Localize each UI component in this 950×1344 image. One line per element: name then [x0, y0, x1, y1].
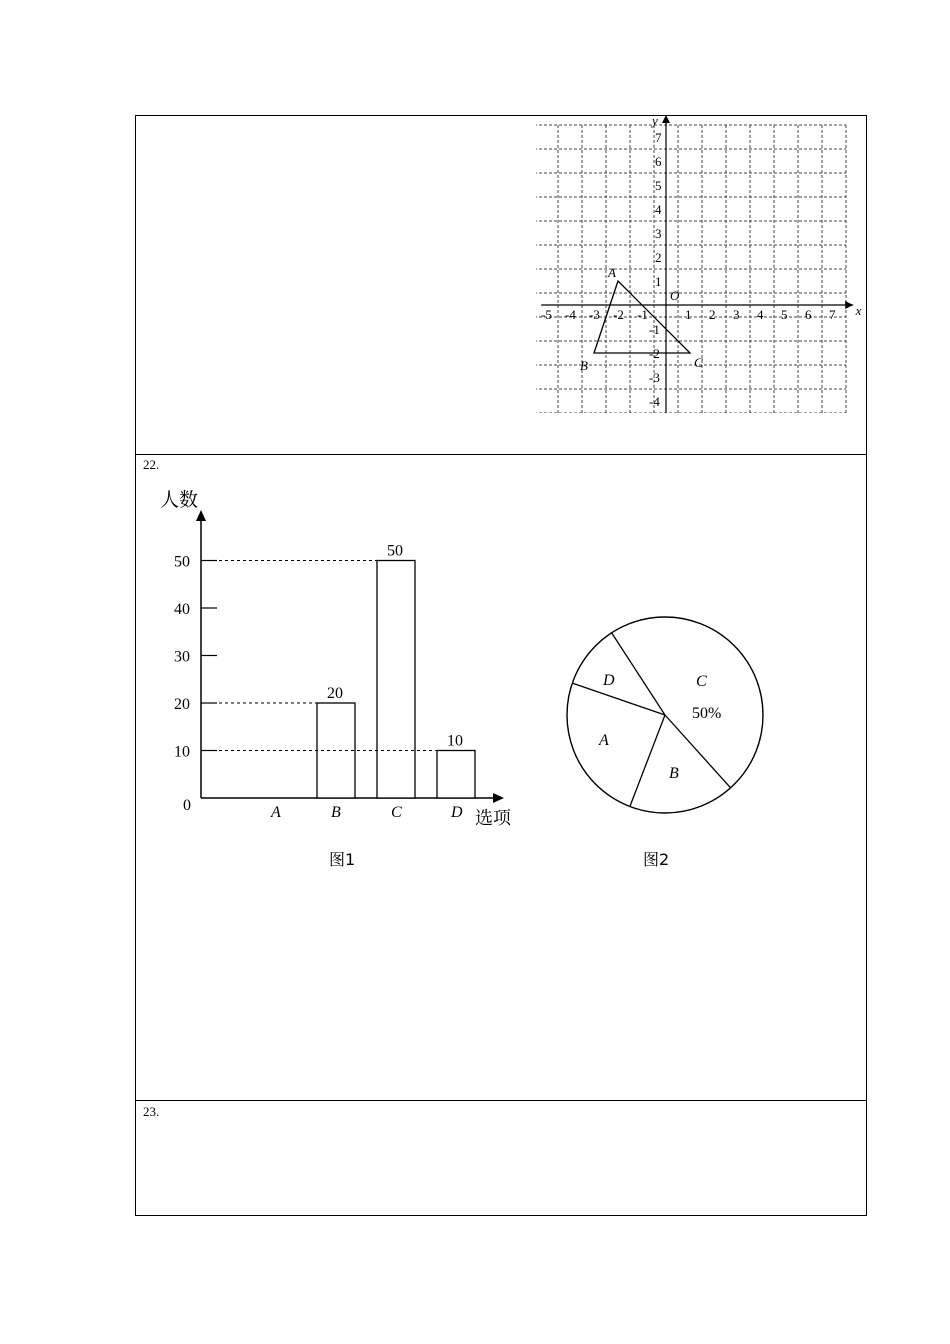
- y-tick-label: -4: [649, 394, 660, 409]
- y-tick-label: -3: [649, 370, 660, 385]
- y-tick-label: 40: [174, 601, 190, 618]
- x-tick-label: 7: [829, 307, 836, 322]
- question-22-number: 22.: [143, 457, 160, 472]
- point-label-a: A: [608, 265, 616, 280]
- x-tick-label: 1: [685, 307, 692, 322]
- x-tick-label: 4: [757, 307, 764, 322]
- x-tick-label-a: A: [271, 804, 281, 821]
- x-axis-arrow: [845, 301, 853, 309]
- pie-chart-caption: 图2: [643, 850, 670, 869]
- y-tick-label: 4: [655, 202, 662, 217]
- bar-c: [377, 561, 415, 799]
- bar-chart-caption: 图1: [329, 850, 356, 869]
- x-tick-label: -3: [589, 307, 600, 322]
- x-axis-arrow: [493, 793, 504, 803]
- x-tick-label: -4: [565, 307, 576, 322]
- y-tick-label: 10: [174, 743, 190, 761]
- pie-label-c: C: [696, 673, 707, 690]
- y-axis-arrow: [662, 115, 670, 123]
- y-tick-label: 50: [174, 553, 190, 571]
- row-divider-23: [135, 1100, 867, 1101]
- y-axis-title: 人数: [160, 490, 199, 511]
- y-tick-label: -2: [649, 346, 660, 361]
- point-label-b: B: [580, 358, 588, 373]
- x-tick-label: -2: [613, 307, 624, 322]
- x-axis-title: 选项: [475, 808, 511, 828]
- x-tick-label-b: B: [331, 804, 341, 821]
- origin-label: O: [670, 288, 680, 303]
- bar-value-label-c: 50: [387, 542, 403, 560]
- pie-chart: [552, 610, 772, 830]
- y-tick-label: 5: [655, 178, 662, 193]
- y-tick-label: 20: [174, 696, 190, 713]
- y-tick-label: -1: [649, 322, 660, 337]
- y-tick-label: 30: [174, 648, 190, 666]
- y-axis-label: y: [652, 113, 658, 128]
- pie-label-a: A: [599, 732, 609, 749]
- y-tick-label: 0: [183, 797, 191, 814]
- pie-label-b: B: [669, 765, 679, 782]
- x-tick-label: 2: [709, 307, 716, 322]
- bar-d: [437, 751, 475, 799]
- y-tick-label: 7: [655, 130, 662, 145]
- y-tick-label: 3: [655, 226, 662, 241]
- y-axis-arrow: [196, 510, 206, 521]
- pie-label-d: D: [603, 672, 615, 689]
- row-divider-22: [135, 454, 867, 455]
- y-tick-label: 6: [655, 154, 662, 169]
- point-label-c: C: [694, 355, 703, 370]
- x-tick-label: 3: [733, 307, 740, 322]
- y-tick-label: 2: [655, 250, 662, 265]
- x-tick-label-c: C: [391, 804, 402, 821]
- coordinate-grid: [536, 113, 866, 413]
- y-tick-label: 1: [655, 274, 662, 289]
- x-axis-label: x: [855, 303, 862, 318]
- question-23-number: 23.: [143, 1104, 160, 1119]
- bar-value-label-d: 10: [447, 732, 463, 750]
- x-tick-label: -5: [541, 307, 552, 322]
- x-tick-label: 5: [781, 307, 788, 322]
- x-tick-label-d: D: [451, 804, 463, 821]
- pie-percent-label-c: 50%: [692, 705, 722, 722]
- bar-value-label-b: 20: [327, 685, 343, 702]
- x-tick-label: 6: [805, 307, 812, 322]
- bar-chart: [150, 480, 530, 840]
- x-tick-label: -1: [637, 307, 648, 322]
